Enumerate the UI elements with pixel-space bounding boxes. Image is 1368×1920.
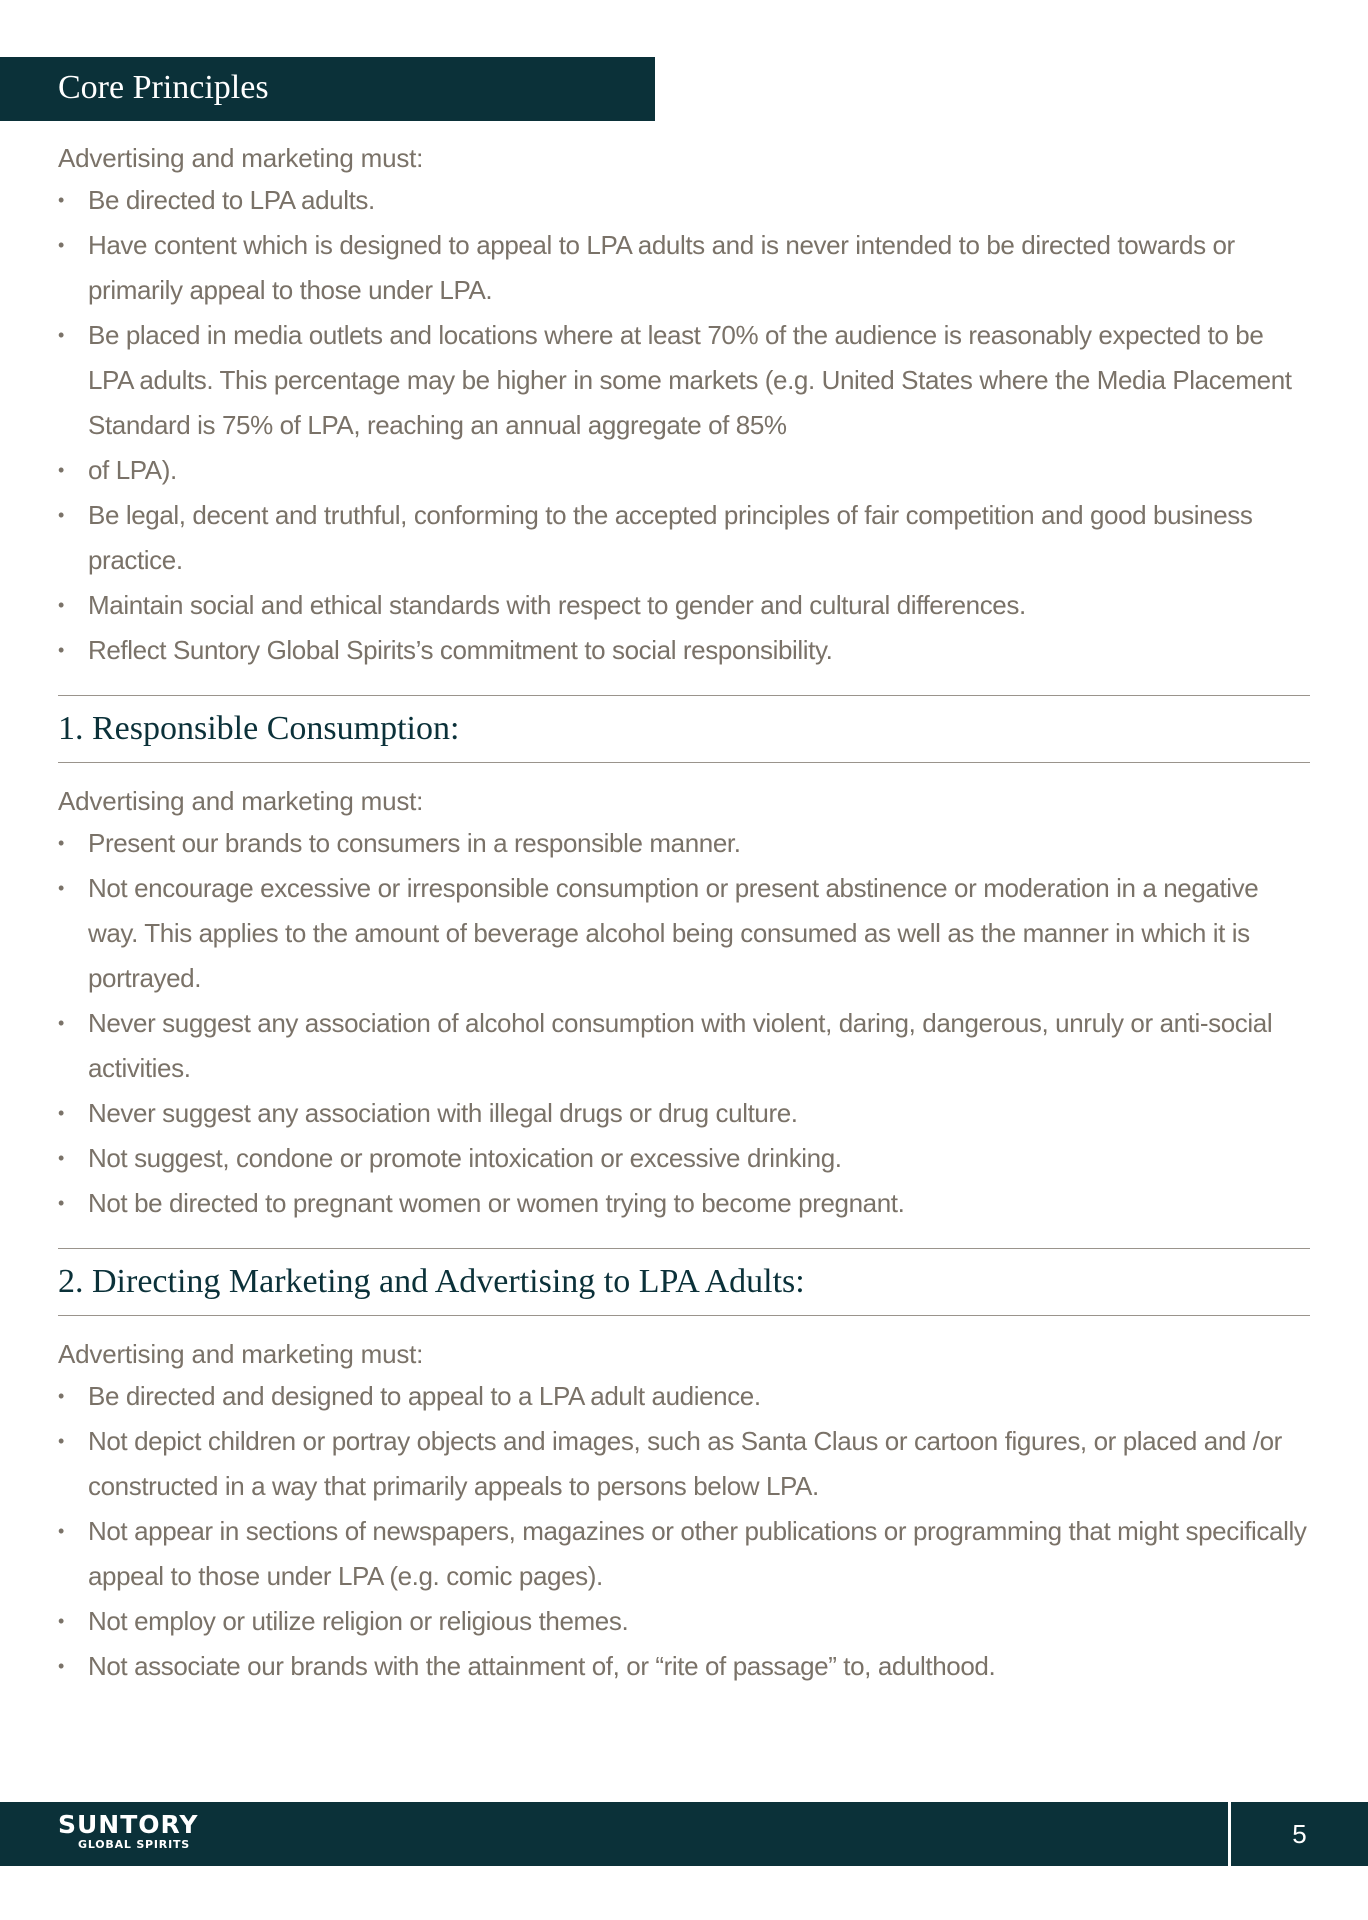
section1-list	[58, 821, 1308, 1226]
list-item: • Have content which is designed to appeal to LPA adults and is never intended to be directed towards or primarily appeal to those under LPA.	[58, 223, 1308, 313]
core-list	[58, 178, 1308, 673]
section2-intro: Advertising and marketing must:	[58, 1339, 424, 1369]
logo-wordmark: SUNTORY	[58, 1810, 199, 1839]
list-item: • Not associate our brands with the attainment of, or “rite of passage” to, adulthood.	[58, 1644, 1308, 1689]
list-item: • of LPA).	[58, 448, 1308, 493]
list-item: • Reflect Suntory Global Spirits’s commitment to social responsibility.	[58, 628, 1308, 673]
logo-subtitle: GLOBAL SPIRITS	[78, 1838, 190, 1851]
footer	[0, 1802, 1368, 1866]
suntory-logo	[58, 1812, 199, 1852]
list-item: • Not employ or utilize religion or religious themes.	[58, 1599, 1308, 1644]
section-heading-responsible-consumption: 1. Responsible Consumption:	[58, 695, 1310, 763]
list-item: • Be legal, decent and truthful, conforming to the accepted principles of fair competition and good business practice.	[58, 493, 1308, 583]
list-item: • Not depict children or portray objects and images, such as Santa Claus or cartoon figures, or placed and /or constructed in a way that primarily appeals to persons below LPA.	[58, 1419, 1308, 1509]
page-number: 5	[1292, 1819, 1307, 1849]
list-item: • Not appear in sections of newspapers, magazines or other publications or programming that might specifically appeal to those under LPA (e.g. comic pages).	[58, 1509, 1308, 1599]
list-item: • Not encourage excessive or irresponsible consumption or present abstinence or moderation in a negative way. This applies to the amount of beverage alcohol being consumed as well as the manner in which it is portrayed.	[58, 866, 1308, 1001]
section-heading-lpa-adults: 2. Directing Marketing and Advertising to LPA Adults:	[58, 1248, 1310, 1316]
section1-intro: Advertising and marketing must:	[58, 786, 424, 816]
list-item: • Maintain social and ethical standards with respect to gender and cultural differences.	[58, 583, 1308, 628]
list-item: • Present our brands to consumers in a responsible manner.	[58, 821, 1308, 866]
list-item: • Not be directed to pregnant women or women trying to become pregnant.	[58, 1181, 1308, 1226]
core-intro: Advertising and marketing must:	[58, 143, 424, 173]
header-band	[0, 57, 655, 121]
list-item: • Never suggest any association with illegal drugs or drug culture.	[58, 1091, 1308, 1136]
page-title: Core Principles	[58, 69, 269, 106]
list-item: • Not suggest, condone or promote intoxication or excessive drinking.	[58, 1136, 1308, 1181]
list-item: • Never suggest any association of alcohol consumption with violent, daring, dangerous, unruly or anti-social activities.	[58, 1001, 1308, 1091]
list-item: • Be directed and designed to appeal to a LPA adult audience.	[58, 1374, 1308, 1419]
list-item: • Be placed in media outlets and locations where at least 70% of the audience is reasonably expected to be LPA adults. This percentage may be higher in some markets (e.g. United States where the Media Placement Standard is 75% of LPA, reaching an annual aggregate of 85%	[58, 313, 1308, 448]
content	[58, 138, 1308, 1689]
list-item: • Be directed to LPA adults.	[58, 178, 1308, 223]
section2-list	[58, 1374, 1308, 1689]
